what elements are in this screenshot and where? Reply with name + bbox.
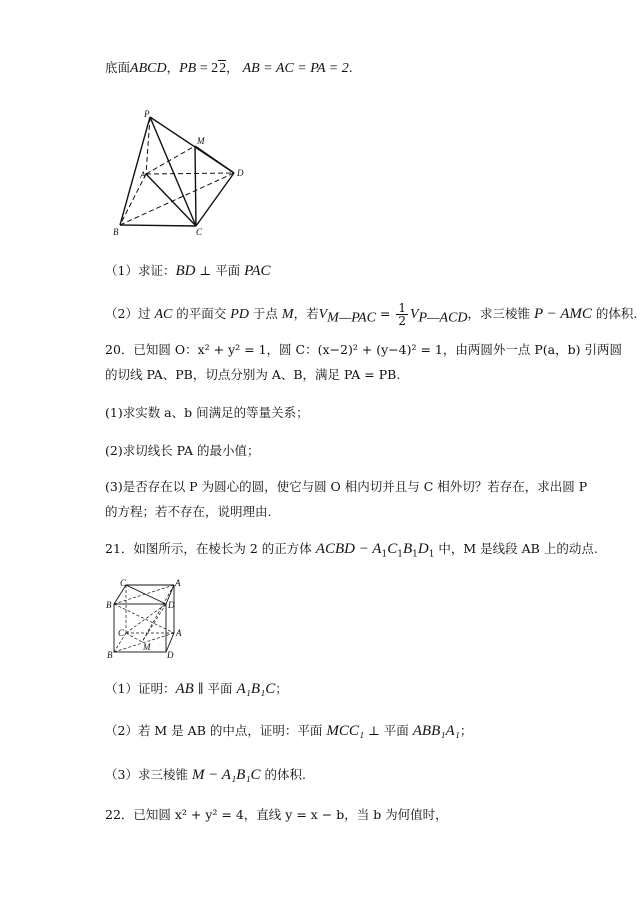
math: ABB₁A₁ — [412, 723, 460, 739]
text: （2）若 M 是 AB 的中点，证明：平面 — [105, 723, 327, 738]
subscript: 1 — [412, 549, 418, 560]
math: M − A₁B₁C — [191, 767, 261, 783]
text: （1）证明： — [105, 681, 176, 696]
text: ⊥ 平面 — [364, 723, 413, 738]
q19-part1 — [105, 262, 271, 280]
math: D — [417, 541, 429, 557]
label-C: C — [118, 628, 125, 638]
label-B: B — [113, 227, 119, 237]
text: 21．如图所示，在棱长为 2 的正方体 — [105, 541, 316, 556]
math: P − AMC — [534, 306, 592, 322]
label-D: D — [167, 650, 174, 660]
subscript: P—ACD — [418, 310, 468, 326]
q21-stem — [105, 540, 598, 564]
text: ，求三棱锥 — [467, 306, 535, 321]
text: 于点 — [248, 306, 282, 321]
q19-part2 — [105, 302, 637, 328]
subscript: 1 — [381, 549, 388, 560]
q20-line1: 20．已知圆 O：x² + y² = 1，圆 C：(x−2)² + (y−4)² = 1，由两圆外一点 P(a，b) 引两圆 — [105, 342, 622, 357]
subscript: M—PAC — [327, 310, 376, 326]
math: BD — [175, 263, 196, 279]
text: 底面 — [105, 60, 131, 75]
label-B: B — [107, 650, 113, 660]
text: 的体积. — [591, 306, 638, 321]
label-C1: C — [120, 578, 127, 588]
math: MCC₁ — [326, 723, 365, 739]
pyramid-figure — [108, 108, 248, 238]
math: V — [318, 307, 328, 322]
text: . — [348, 60, 353, 75]
math: PAC — [244, 263, 271, 279]
math: B — [402, 541, 413, 557]
text: ，若 — [293, 306, 319, 321]
text: （2）过 — [105, 306, 155, 321]
math: AC — [154, 307, 173, 322]
text: （1）求证： — [105, 263, 176, 278]
text: 中，M 是线段 AB 上的动点. — [434, 541, 598, 556]
denominator: 2 — [398, 314, 406, 328]
text: 的平面交 — [172, 306, 231, 321]
subscript: 1 — [428, 549, 435, 560]
condition-line — [105, 59, 353, 78]
text: ⊥ 平面 — [195, 263, 245, 278]
numerator: 1 — [398, 301, 406, 315]
q22-stem: 22．已知圆 x² + y² = 4，直线 y = x − b，当 b 为何值时， — [105, 807, 448, 822]
math: PB — [179, 61, 197, 76]
cube-figure — [106, 578, 186, 660]
math: A₁B₁C — [236, 681, 276, 697]
label-A: A — [140, 170, 146, 180]
sqrt: 2 — [219, 61, 227, 76]
label-A: A — [176, 628, 182, 638]
math: AB — [175, 681, 194, 697]
label-M: M — [143, 642, 151, 652]
label-D: D — [237, 168, 244, 178]
subscript: 1 — [397, 549, 403, 560]
text: 的体积. — [260, 767, 306, 782]
text: （3）求三棱锥 — [105, 767, 192, 782]
math: AB = AC = PA = 2 — [242, 61, 349, 76]
q21-part2 — [105, 722, 472, 740]
q20-part1: (1)求实数 a、b 间满足的等量关系； — [105, 405, 309, 420]
label-M: M — [197, 136, 205, 146]
q21-part3 — [105, 766, 306, 784]
q20-part3-line2: 的方程；若不存在，说明理由. — [105, 504, 272, 519]
math: M — [281, 307, 294, 322]
text: ， — [166, 60, 180, 75]
fraction — [396, 302, 408, 327]
label-P: P — [144, 109, 150, 119]
text: ∥ 平面 — [193, 681, 237, 696]
math: ABCD — [130, 61, 167, 76]
math: PD — [230, 307, 249, 322]
q21-part1 — [105, 680, 288, 698]
text: ， — [226, 60, 243, 75]
q20-part2: (2)求切线长 PA 的最小值； — [105, 443, 260, 458]
text: ； — [275, 681, 288, 696]
q20-line2: 的切线 PA、PB，切点分别为 A、B，满足 PA = PB. — [105, 367, 401, 382]
label-C: C — [196, 227, 203, 237]
label-A1: A — [175, 578, 181, 588]
text: ； — [459, 723, 473, 738]
math: C — [387, 541, 398, 557]
label-B1: B — [106, 600, 112, 610]
math: = 2 — [196, 61, 219, 76]
math: ACBD − A — [315, 541, 382, 557]
q20-part3-line1: (3)是否存在以 P 为圆心的圆，使它与圆 O 相内切并且与 C 相外切？若存在，求出圆 P — [105, 479, 588, 494]
text: = — [375, 306, 395, 321]
math: V — [409, 307, 419, 322]
label-D1: D — [168, 600, 175, 610]
